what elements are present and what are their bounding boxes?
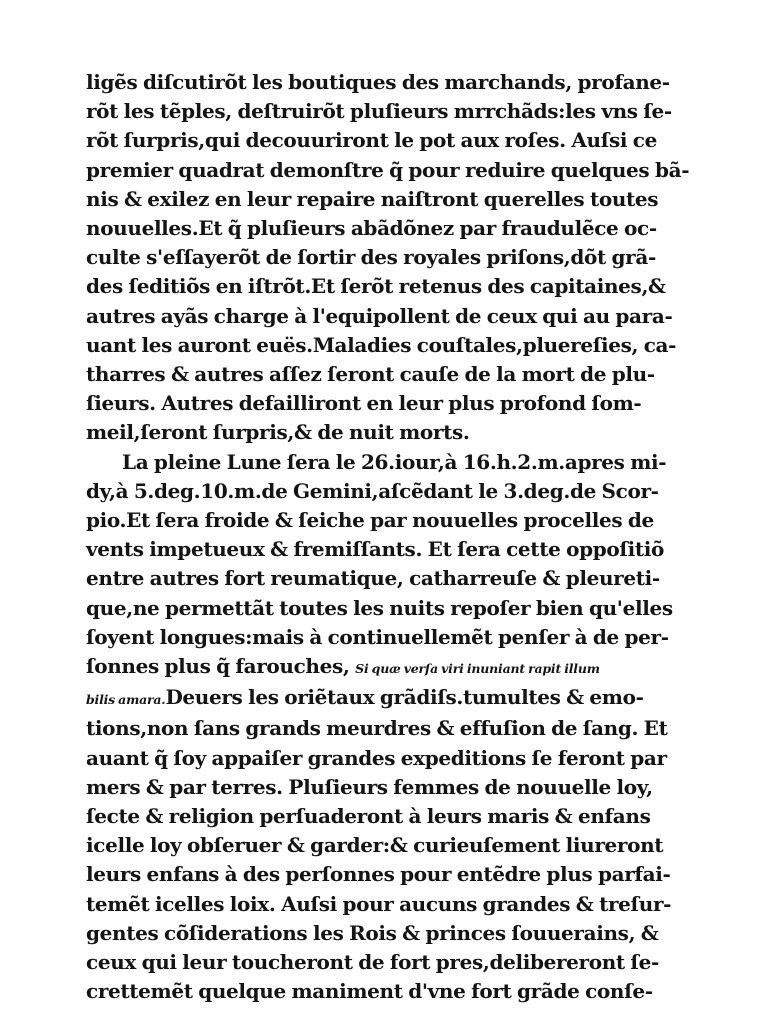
text-line-with-quote xyxy=(86,652,686,683)
text-line: tions,non ſans grands meurdres & effuſion de ſang. Et xyxy=(86,716,668,741)
text-line: que,ne permettãt toutes les nuits repoſer bien qu'elles xyxy=(86,595,673,620)
latin-quote: bilis amara. xyxy=(86,692,166,708)
text-line: ſecte & religion perſuaderont à leurs maris & enfans xyxy=(86,804,651,829)
text-line: rõt les tẽples, deſtruirõt pluſieurs mrrchãds:les vns ſe- xyxy=(86,99,672,124)
text-line: vents impetueux & fremiſſants. Et ſera cette oppoſitiõ xyxy=(86,537,664,562)
paragraph-first-line: La pleine Lune ſera le 26.iour,à 16.h.2.m.apres mi- xyxy=(122,449,667,474)
text-line: icelle loy obſeruer & garder:& curieuſement liureront xyxy=(86,833,664,858)
text-line: ſoyent longues:mais à continuellemẽt penſer à de per- xyxy=(86,624,669,649)
text-segment: ſonnes plus q̃ farouches, xyxy=(86,654,350,679)
text-line: ceux qui leur toucheront de fort pres,delibereront ſe- xyxy=(86,950,660,975)
text-line: entre autres fort reumatique, catharreuſe & pleureti- xyxy=(86,566,660,591)
text-segment: Deuers les oriẽtaux grãdiſs.tumultes & emo- xyxy=(165,685,644,710)
text-line-with-quote xyxy=(86,683,686,714)
text-line: culte s'eſſayerõt de ſortir des royales priſons,dõt grã- xyxy=(86,245,656,270)
text-line: nouuelles.Et q̃ pluſieurs abãdõnez par fraudulẽce oc- xyxy=(86,216,657,241)
text-line: temẽt icelles loix. Auſsi pour aucuns grandes & treſur- xyxy=(86,891,672,916)
text-line: gentes cõſiderations les Rois & princes ſouuerains, & xyxy=(86,920,659,945)
latin-quote: Si quæ verſa viri inuniant rapit illum xyxy=(355,661,600,677)
text-line: uant les auront euës.Maladies couſtales,pluereſies, ca- xyxy=(86,332,677,357)
text-line: dy,à 5.deg.10.m.de Gemini,aſcẽdant le 3.deg.de Scor- xyxy=(86,478,659,503)
text-line: leurs enfans à des perſonnes pour entẽdre plus parfai- xyxy=(86,862,671,887)
text-line: crettemẽt quelque maniment d'vne fort grãde conſe- xyxy=(86,979,653,1004)
text-line: pio.Et ſera froide & ſeiche par nouuelles procelles de xyxy=(86,508,654,533)
text-line: tharres & autres aſſez ſeront cauſe de la mort de plu- xyxy=(86,362,655,387)
text-line: auant q̃ ſoy appaiſer grandes expeditions ſe feront par xyxy=(86,745,667,770)
text-line: mers & par terres. Pluſieurs femmes de nouuelle loy, xyxy=(86,774,653,799)
text-line: ligẽs diſcutirõt les boutiques des marchands, profane- xyxy=(86,70,670,94)
text-line: meil,ſeront ſurpris,& de nuit morts. xyxy=(86,420,470,445)
text-line: rõt ſurpris,qui decouuriront le pot aux roſes. Auſsi ce xyxy=(86,128,657,153)
text-line: autres ayãs charge à l'equipollent de ceux qui au para- xyxy=(86,303,673,328)
text-line: nis & exilez en leur repaire naiſtront querelles toutes xyxy=(86,186,659,211)
text-line: ſieurs. Autres defailliront en leur plus profond ſom- xyxy=(86,391,642,416)
page-body-text xyxy=(86,68,690,1007)
text-line: des ſeditiõs en iſtrõt.Et ſerõt retenus des capitaines,& xyxy=(86,274,666,299)
text-line: premier quadrat demonſtre q̃ pour reduire quelques bã- xyxy=(86,157,690,182)
